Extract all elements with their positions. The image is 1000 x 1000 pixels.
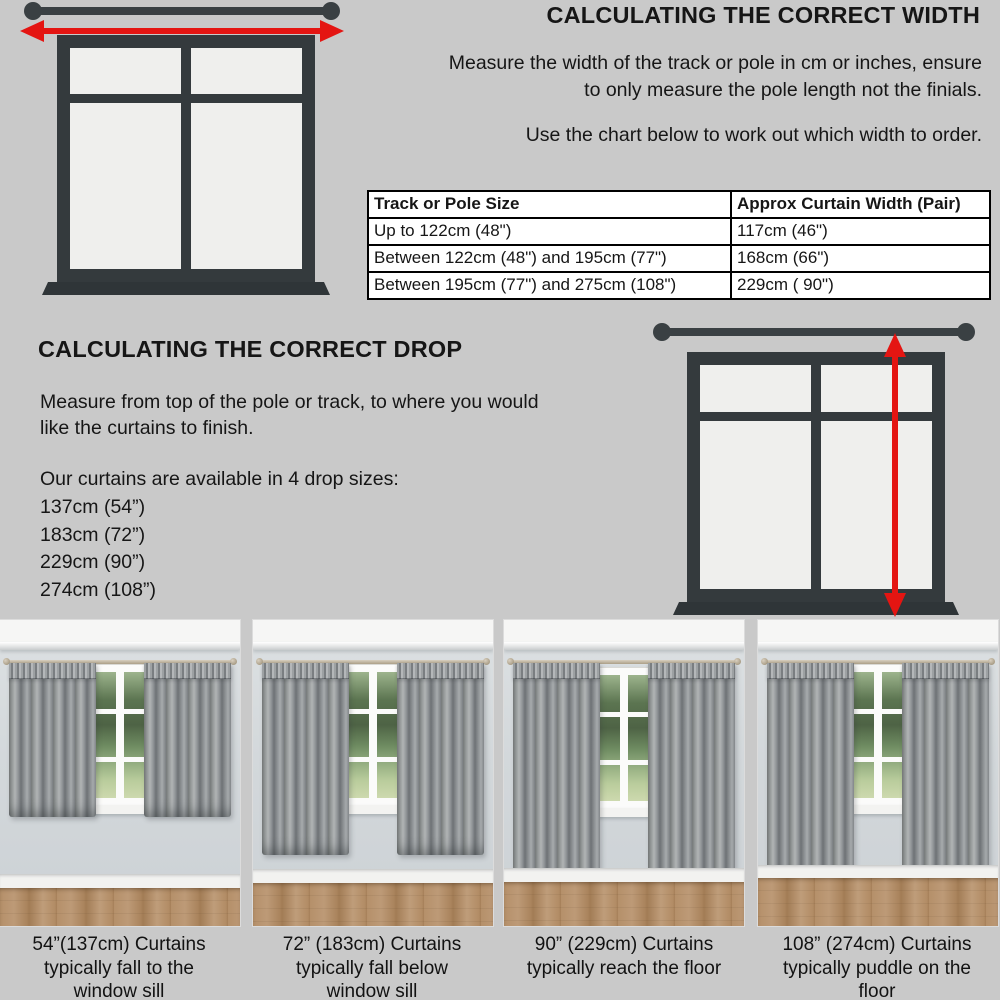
window-pane [700, 421, 811, 589]
drop-instruction-line: Measure from top of the pole or track, to where you would [40, 391, 539, 413]
table-row [368, 218, 990, 245]
photo-caption-54in: 54”(137cm) Curtains typically fall to the window sill [32, 934, 206, 1000]
curtain-left [262, 663, 349, 855]
window-sill [42, 282, 330, 295]
table-row [368, 272, 990, 299]
pole-finial-left-icon [24, 2, 42, 20]
wood-floor [0, 888, 240, 926]
curtain-photo-90in [504, 620, 744, 926]
drop-sizes-list [40, 494, 440, 604]
pole-finial-left-icon [653, 323, 671, 341]
drop-size-item: 229cm (90”) [40, 551, 146, 573]
table-cell: Up to 122cm (48") [368, 218, 731, 245]
skirting-board [504, 868, 744, 882]
curtain-photo-72in [253, 620, 493, 926]
curtain-right [397, 663, 484, 855]
cornice [504, 642, 744, 650]
curtain-photo-108in [758, 620, 998, 926]
width-instruction-line: Measure the width of the track or pole in cm or inches, ensure [448, 52, 982, 74]
curtain-left [513, 663, 600, 891]
wood-floor [253, 883, 493, 926]
photo-caption-90in: 90” (229cm) Curtains typically reach the floor [526, 934, 722, 979]
table-cell: Between 195cm (77") and 275cm (108") [368, 272, 731, 299]
drop-size-item: 137cm (54”) [40, 496, 146, 518]
table-cell: 117cm (46") [731, 218, 990, 245]
window-pane [821, 365, 932, 412]
table-header-row [368, 191, 990, 218]
window-mullion [620, 673, 628, 803]
window-pane [191, 103, 302, 269]
photo-caption-108in: 108” (274cm) Curtains typically puddle on the floor [782, 934, 972, 1000]
wood-floor [758, 878, 998, 926]
width-instruction-line: to only measure the pole length not the finials. [584, 79, 982, 101]
table-row [368, 245, 990, 272]
width-instructions [360, 50, 982, 104]
pole-finial-right-icon [322, 2, 340, 20]
drop-section-title: CALCULATING THE CORRECT DROP [38, 336, 463, 362]
curtain-size-table [367, 190, 991, 300]
table-cell: 229cm ( 90") [731, 272, 990, 299]
table-cell: 168cm (66") [731, 245, 990, 272]
skirting-board [253, 869, 493, 883]
window-sill [673, 602, 959, 615]
drop-size-item: 274cm (108”) [40, 578, 156, 601]
photo-caption-72in: 72” (183cm) Curtains typically fall below window sill [282, 934, 462, 1000]
table-header-pole-size: Track or Pole Size [368, 191, 731, 218]
curtain-left [9, 663, 96, 817]
skirting-board [758, 865, 998, 879]
drop-instructions [40, 389, 640, 441]
window-pane [700, 365, 811, 412]
window-pane [191, 48, 302, 94]
cornice [0, 642, 240, 650]
window-pane [70, 103, 181, 269]
drop-sizes-intro: Our curtains are available in 4 drop sizes: [40, 468, 399, 490]
drop-size-item: 183cm (72”) [40, 523, 146, 546]
wood-floor [504, 882, 744, 926]
ceiling [504, 620, 744, 642]
pole-finial-right-icon [957, 323, 975, 341]
table-header-curtain-width: Approx Curtain Width (Pair) [731, 191, 990, 218]
window-sill [821, 421, 932, 589]
curtain-right [144, 663, 231, 817]
curtain-right [648, 663, 735, 891]
width-chart-note: Use the chart below to work out which width to order. [525, 124, 982, 146]
window-pane [70, 48, 181, 94]
ceiling [253, 620, 493, 642]
cornice [253, 642, 493, 650]
window-width-illustration [12, 2, 352, 302]
curtain-photo-54in [0, 620, 240, 926]
cornice [758, 642, 998, 650]
drop-instruction-line: like the curtains to finish. [40, 417, 254, 439]
skirting-board [0, 874, 240, 888]
window-mullion [874, 670, 882, 800]
width-section-title: CALCULATING THE CORRECT WIDTH [546, 2, 980, 28]
window-mullion [116, 670, 124, 800]
ceiling [0, 620, 240, 642]
table-cell: Between 122cm (48") and 195cm (77") [368, 245, 731, 272]
window-drop-illustration [645, 318, 985, 618]
window-mullion [369, 670, 377, 800]
ceiling [758, 620, 998, 642]
